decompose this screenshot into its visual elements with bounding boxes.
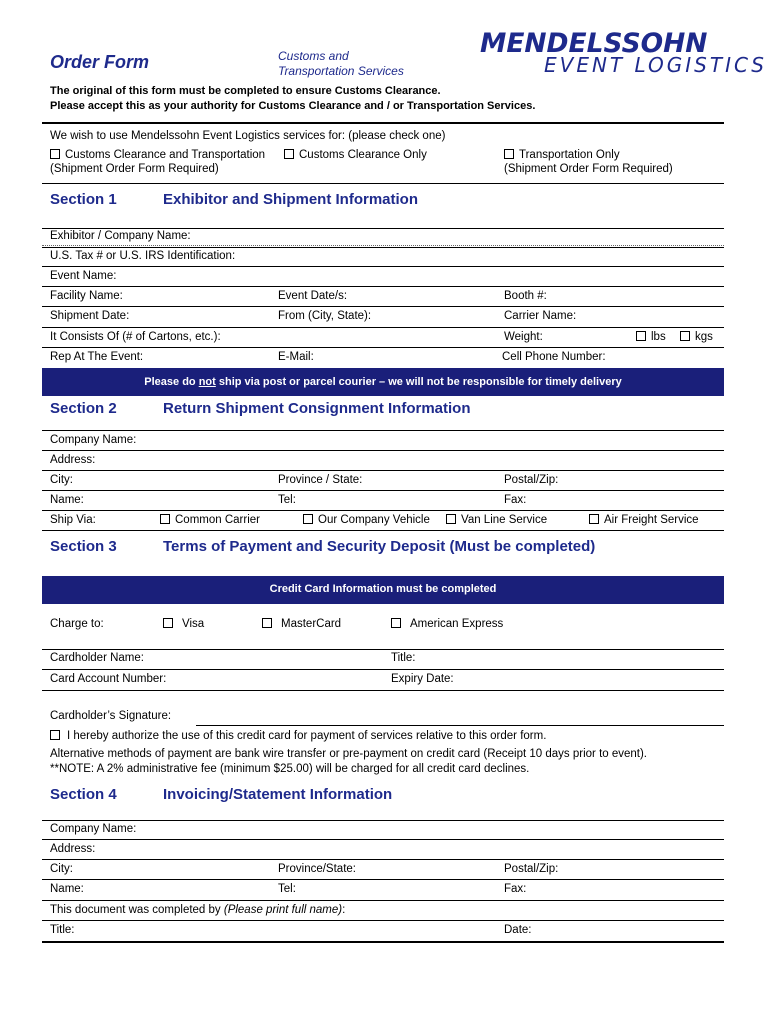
divider xyxy=(42,920,724,921)
checkbox[interactable] xyxy=(303,514,313,524)
checkbox[interactable] xyxy=(391,618,401,628)
checkbox[interactable] xyxy=(284,149,294,159)
divider xyxy=(42,247,724,248)
divider xyxy=(42,820,724,821)
email-label: E-Mail: xyxy=(278,351,314,363)
checkbox[interactable] xyxy=(504,149,514,159)
company-logo xyxy=(480,28,767,77)
authorize-checkbox[interactable]: I hereby authorize the use of this credit card for payment of services relative to this order form. xyxy=(50,730,546,742)
option1-note: (Shipment Order Form Required) xyxy=(50,163,219,175)
divider xyxy=(42,649,724,650)
subtitle-line-1: Customs and xyxy=(278,49,349,63)
divider xyxy=(42,879,724,880)
divider xyxy=(42,347,724,348)
invoice-city-label: City: xyxy=(50,863,73,875)
checkbox[interactable] xyxy=(589,514,599,524)
invoice-tel-label: Tel: xyxy=(278,883,296,895)
divider xyxy=(42,122,724,124)
section-2-title: Return Shipment Consignment Information xyxy=(163,400,471,417)
divider xyxy=(42,470,724,471)
from-label: From (City, State): xyxy=(278,310,372,322)
kgs-option[interactable]: kgs xyxy=(680,331,713,343)
amex-option[interactable]: American Express xyxy=(391,618,503,630)
section-4-number: Section 4 xyxy=(50,786,117,803)
return-company-label: Company Name: xyxy=(50,434,137,446)
fee-note: **NOTE: A 2% administrative fee (minimum $25.00) will be charged for all credit card declines. xyxy=(50,763,530,775)
option3-note: (Shipment Order Form Required) xyxy=(504,163,673,175)
option-customs-only[interactable]: Customs Clearance Only xyxy=(284,149,427,161)
carrier-name-label: Carrier Name: xyxy=(504,310,577,322)
section-1-number: Section 1 xyxy=(50,191,117,208)
divider xyxy=(42,228,724,229)
divider xyxy=(42,450,724,451)
option-transport-only[interactable]: Transportation Only xyxy=(504,149,620,161)
rep-label: Rep At The Event: xyxy=(50,351,144,363)
card-number-label: Card Account Number: xyxy=(50,673,167,685)
section-1-title: Exhibitor and Shipment Information xyxy=(163,191,418,208)
form-subtitle xyxy=(278,49,404,79)
services-intro: We wish to use Mendelssohn Event Logistics services for: (please check one) xyxy=(50,130,446,142)
van-line-option[interactable]: Van Line Service xyxy=(446,514,547,526)
exhibitor-name-field[interactable] xyxy=(42,245,724,246)
completed-date-label: Date: xyxy=(504,924,532,936)
return-tel-label: Tel: xyxy=(278,494,296,506)
notice-line-2: Please accept this as your authority for Customs Clearance and / or Transportation Services. xyxy=(50,100,536,112)
divider xyxy=(42,430,724,431)
checkbox[interactable] xyxy=(680,331,690,341)
checkbox[interactable] xyxy=(50,730,60,740)
facility-name-label: Facility Name: xyxy=(50,290,123,302)
signature-label: Cardholder’s Signature: xyxy=(50,710,172,722)
divider xyxy=(42,490,724,491)
subtitle-line-2: Transportation Services xyxy=(278,64,404,78)
checkbox[interactable] xyxy=(262,618,272,628)
return-name-label: Name: xyxy=(50,494,84,506)
checkbox[interactable] xyxy=(636,331,646,341)
visa-option[interactable]: Visa xyxy=(163,618,204,630)
divider xyxy=(42,266,724,267)
logo-tagline: EVENT LOGISTICS xyxy=(544,53,767,77)
shipment-date-label: Shipment Date: xyxy=(50,310,130,322)
invoice-postal-label: Postal/Zip: xyxy=(504,863,559,875)
divider xyxy=(42,690,724,691)
divider xyxy=(42,859,724,860)
weight-label: Weight: xyxy=(504,331,543,343)
signature-line[interactable] xyxy=(196,725,724,726)
option-customs-and-transport[interactable]: Customs Clearance and Transportation xyxy=(50,149,265,161)
mastercard-option[interactable]: MasterCard xyxy=(262,618,341,630)
return-fax-label: Fax: xyxy=(504,494,527,506)
expiry-date-label: Expiry Date: xyxy=(391,673,454,685)
divider xyxy=(42,669,724,670)
alternative-payment-text: Alternative methods of payment are bank wire transfer or pre-payment on credit card (Receipt 10 days prior to event). xyxy=(50,748,648,760)
divider xyxy=(42,900,724,901)
notice-line-1: The original of this form must be completed to ensure Customs Clearance. xyxy=(50,85,441,97)
invoice-fax-label: Fax: xyxy=(504,883,527,895)
booth-label: Booth #: xyxy=(504,290,547,302)
credit-card-banner: Credit Card Information must be completed xyxy=(42,576,724,604)
divider xyxy=(42,839,724,840)
lbs-option[interactable]: lbs xyxy=(636,331,666,343)
cell-label: Cell Phone Number: xyxy=(502,351,606,363)
ship-via-label: Ship Via: xyxy=(50,514,96,526)
divider xyxy=(42,510,724,511)
invoice-company-label: Company Name: xyxy=(50,823,137,835)
invoice-address-label: Address: xyxy=(50,843,96,855)
company-vehicle-option[interactable]: Our Company Vehicle xyxy=(303,514,430,526)
return-postal-label: Postal/Zip: xyxy=(504,474,559,486)
section-3-title: Terms of Payment and Security Deposit (Must be completed) xyxy=(163,538,596,555)
divider xyxy=(42,183,724,184)
completed-by-label: This document was completed by (Please print full name): xyxy=(50,904,346,916)
shipping-warning-banner: Please do not ship via post or parcel courier – we will not be responsible for timely delivery xyxy=(42,368,724,396)
invoice-province-label: Province/State: xyxy=(278,863,356,875)
divider xyxy=(42,286,724,287)
divider xyxy=(42,327,724,328)
checkbox[interactable] xyxy=(50,149,60,159)
tax-id-label: U.S. Tax # or U.S. IRS Identification: xyxy=(50,250,236,262)
return-city-label: City: xyxy=(50,474,73,486)
checkbox[interactable] xyxy=(163,618,173,628)
order-form-title: Order Form xyxy=(50,52,150,72)
checkbox[interactable] xyxy=(160,514,170,524)
section-4-title: Invoicing/Statement Information xyxy=(163,786,393,803)
return-province-label: Province / State: xyxy=(278,474,363,486)
cardholder-title-label: Title: xyxy=(391,652,416,664)
cardholder-name-label: Cardholder Name: xyxy=(50,652,144,664)
exhibitor-name-label: Exhibitor / Company Name: xyxy=(50,230,191,242)
divider xyxy=(42,530,724,531)
section-2-number: Section 2 xyxy=(50,400,117,417)
event-name-label: Event Name: xyxy=(50,270,117,282)
completer-title-label: Title: xyxy=(50,924,75,936)
divider xyxy=(42,941,724,943)
charge-to-label: Charge to: xyxy=(50,618,104,630)
checkbox[interactable] xyxy=(446,514,456,524)
consists-of-label: It Consists Of (# of Cartons, etc.): xyxy=(50,331,221,343)
section-3-number: Section 3 xyxy=(50,538,117,555)
logo-wordmark: MENDELSSOHN xyxy=(480,28,708,59)
air-freight-option[interactable]: Air Freight Service xyxy=(589,514,699,526)
event-dates-label: Event Date/s: xyxy=(278,290,348,302)
divider xyxy=(42,306,724,307)
invoice-name-label: Name: xyxy=(50,883,84,895)
common-carrier-option[interactable]: Common Carrier xyxy=(160,514,260,526)
return-address-label: Address: xyxy=(50,454,96,466)
